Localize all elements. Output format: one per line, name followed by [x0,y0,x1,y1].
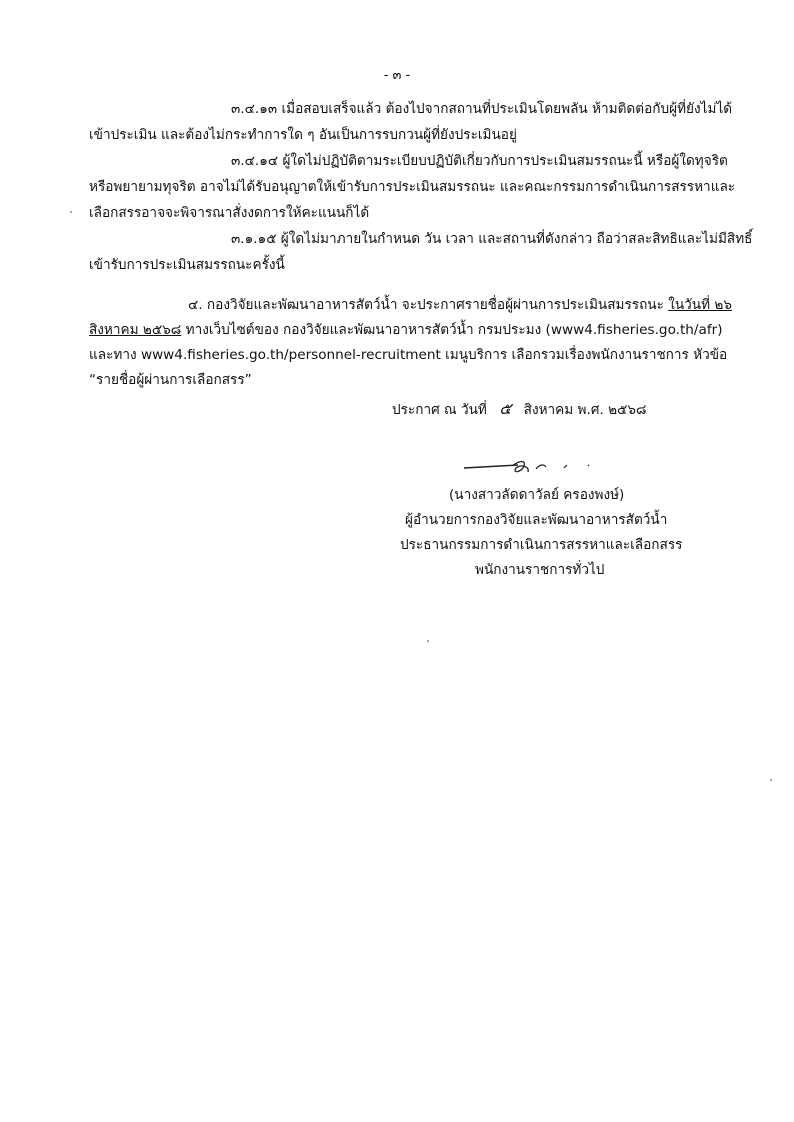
item-3-4-14-line-3: เลือกสรรอาจจะพิจารณาสั่งงดการให้คะแนนก็ได้ [89,205,370,221]
announce-suffix: สิงหาคม พ.ศ. ๒๕๖๘ [523,402,647,418]
item-4-line-1 [188,295,732,315]
signatory-position-3: พนักงานราชการทั่วไป [475,562,605,578]
item-4-line-4: “รายชื่อผู้ผ่านการเลือกสรร” [89,372,252,388]
scan-speck [427,640,429,642]
item-3-4-14-line-2: หรือพยายามทุจริต อาจไม่ได้รับอนุญาตให้เข้ารับการประเมินสมรรถนะ และคณะกรรมการดำเนินการสรรหาและ [89,179,736,195]
item-4-line-2 [89,320,723,340]
page-number: - ๓ - [383,68,411,83]
scan-speck [70,211,72,213]
announce-date [392,399,646,420]
signatory-position-2: ประธานกรรมการดำเนินการสรรหาและเลือกสรร [400,537,683,553]
item-3-1-15-line-2: เข้ารับการประเมินสมรรถนะครั้งนี้ [89,257,285,273]
item-4-date-underlined: ในวันที่ ๒๖ [668,297,732,313]
item-4-line-1-text: ๔. กองวิจัยและพัฒนาอาหารสัตว์น้ำ จะประกาศรายชื่อผู้ผ่านการประเมินสมรรถนะ [188,297,664,313]
item-4-month-underlined: สิงหาคม ๒๕๖๘ [89,322,182,338]
signature [460,452,610,482]
item-3-1-15-line-1: ๓.๑.๑๕ ผู้ใดไม่มาภายในกำหนด วัน เวลา และสถานที่ดังกล่าว ถือว่าสละสิทธิและไม่มีสิทธิ์ [231,231,753,247]
signatory-name: (นางสาวลัดดาวัลย์ ครองพงษ์) [449,487,625,503]
item-4-line-2-text: ทางเว็บไซต์ของ กองวิจัยและพัฒนาอาหารสัตว์น้ำ กรมประมง (www4.fisheries.go.th/afr) [185,322,723,338]
signatory-position-1: ผู้อำนวยการกองวิจัยและพัฒนาอาหารสัตว์น้ำ [405,512,668,528]
item-4-line-3: และทาง www4.fisheries.go.th/personnel-recruitment เมนูบริการ เลือกรวมเรื่องพนักงานราชการ หัวข้อ [89,347,728,363]
item-3-4-14-line-1: ๓.๔.๑๔ ผู้ใดไม่ปฏิบัติตามระเบียบปฏิบัติเกี่ยวกับการประเมินสมรรถนะนี้ หรือผู้ใดทุจริต [231,153,728,169]
announce-prefix: ประกาศ ณ วันที่ [392,402,487,418]
announce-day: ๕ [499,399,512,418]
item-3-4-13-line-2: เข้าประเมิน และต้องไม่กระทำการใด ๆ อันเป็นการรบกวนผู้ที่ยังประเมินอยู่ [89,127,517,143]
scan-speck [770,779,772,781]
item-3-4-13-line-1: ๓.๔.๑๓ เมื่อสอบเสร็จแล้ว ต้องไปจากสถานที่ประเมินโดยพลัน ห้ามติดต่อกับผู้ที่ยังไม่ได้ [231,101,733,117]
